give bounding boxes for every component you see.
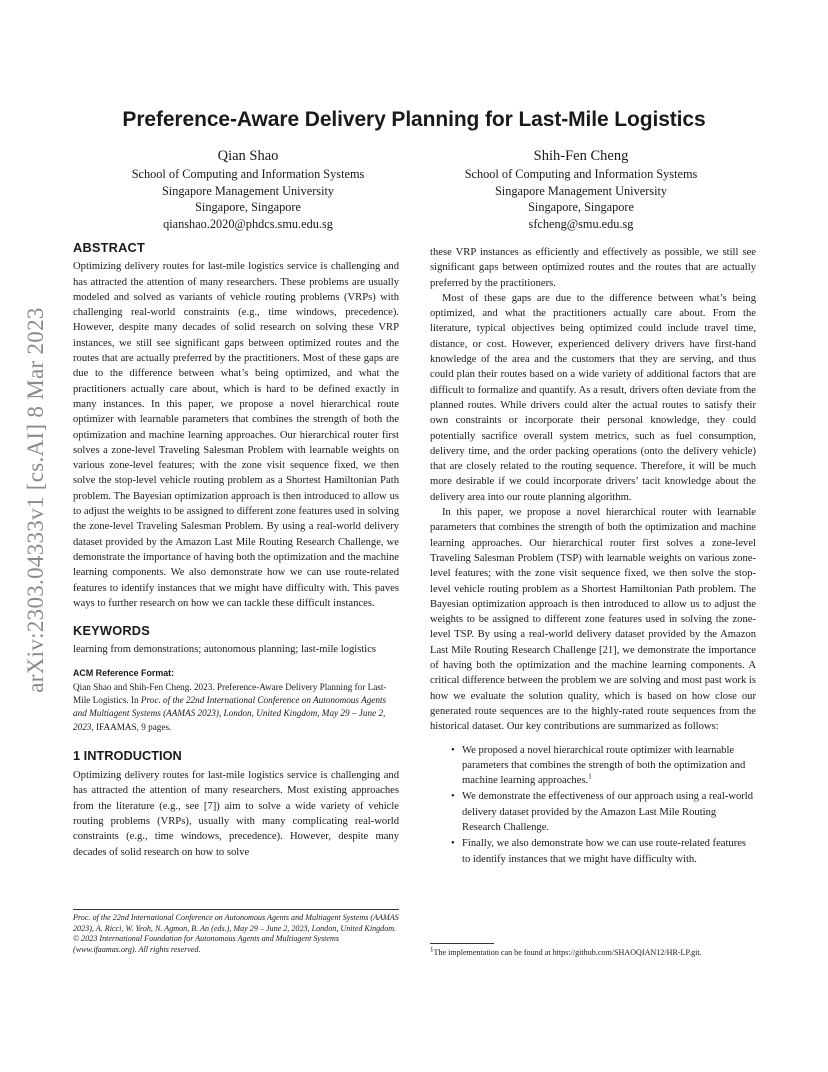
author-name: Qian Shao xyxy=(217,148,279,164)
list-item-text: We demonstrate the effectiveness of our approach using a real-world delivery dataset provided by the Amazon Last Mile Routing Research Challenge. xyxy=(462,791,754,833)
keywords-text: learning from demonstrations; autonomous planning; last-mile logistics xyxy=(73,644,377,656)
arxiv-identifier: arXiv:2303.04333v1 [cs.AI] 8 Mar 2023 xyxy=(23,307,48,693)
intro-paragraph-1-continued: these VRP instances as efficiently and effectively as possible, we still see significant gaps between optimized routes and the routes that are actually preferred by the practitioners. xyxy=(430,247,756,289)
copyright-footnote-text: Proc. of the 22nd International Conference on Autonomous Agents and Multiagent Systems (AAMAS 2023), A. Ricci, W. Yeoh, N. Agmon, B. An (eds.), May 29 – June 2, 2023, London, United Kingdom. © 2023 International Foundation for Autonomous Agents and Multiagent Systems (www.ifaamas.org). All rights reserved. xyxy=(73,913,399,954)
abstract-text: Optimizing delivery routes for last-mile logistics service is challenging and has attracted the attention of many researchers. These problems are usually modeled and solved as variants of vehicle routing problems (VRPs) with challenging real-world constraints (e.g., time windows, precedence). However, despite many decades of solid research on solving these VRP instances, we still see significant gaps between optimized routes and the routes that are actually preferred by the practitioners. Most of these gaps are due to the difference between what’s being optimized, and what the practitioners actually care about, which is hard to be defined exactly in many instances. In this paper, we propose a novel hierarchical route optimizer with learnable parameters that combines the strength of both the optimization and machine learning approaches. Our hierarchical router first solves a zone-level Traveling Salesman Problem with learnable weights on various zone-level features; with the zone visit sequence fixed, we then solve the stop-level vehicle routing problem as a Shortest Hamiltonian Path problem. The Bayesian optimization approach is then introduced to allow us to adjust the weights to be assigned to different zone features used in solving the zone-level Traveling Salesman Problem. By using a real-world delivery dataset provided by the Amazon Last Mile Routing Research Challenge, we demonstrate the importance of having both the optimization and the machine learning components. We also demonstrate how we can use route-related features to identify instances that we might have difficulty with. This paves ways to further research on how we can tackle these difficult instances. xyxy=(73,261,399,609)
author-block-2 xyxy=(416,147,746,233)
intro-paragraph-3: In this paper, we propose a novel hierarchical router with learnable parameters that combines the strength of both the optimization and machine learning approaches. Our hierarchical router first solves a zone-level Traveling Salesman Problem (TSP) with learnable weights on various zone-level features; with the zone visit sequence fixed, we then solve the stop-level vehicle routing problem as a Shortest Hamiltonian Path problem. The Bayesian optimization approach is then introduced to allow us to adjust the weights to be assigned to different zone features used in solving the zone-level TSP. By using a real-world delivery dataset provided by the Amazon Last Mile Routing Research Challenge [21], we demonstrate the importance of having both the optimization and the machine learning components. A critical difference between the problem we are solving and most past work is how we evaluate the solution quality, which is based on how close our generated route sequences are to the highly-rated route sequences from the historical dataset. Our key contributions are summarized as follows: xyxy=(430,507,756,733)
author-location: Singapore, Singapore xyxy=(195,200,301,215)
intro-paragraph-1: Optimizing delivery routes for last-mile logistics service is challenging and has attracted the attention of many researchers. Most existing approaches from the literature (e.g., see [7]) aim to solve a wide variety of vehicle routing problems (VRPs), usually with many complicating real-world constraints (e.g., time windows, precedence). However, despite many decades of solid research on how to solve xyxy=(73,770,399,858)
acm-reference-tail: , IFAAMAS, 9 pages. xyxy=(91,721,172,732)
author-location: Singapore, Singapore xyxy=(528,200,634,215)
list-item xyxy=(430,789,756,835)
author-institution: Singapore Management University xyxy=(494,183,668,198)
left-column xyxy=(73,240,399,860)
author-email: qianshao.2020@phdcs.smu.edu.sg xyxy=(163,217,333,232)
footnote-rule-right xyxy=(430,943,494,944)
footnote-text: The implementation can be found at https://github.com/SHAOQIAN12/HR-LP.git. xyxy=(433,948,702,957)
paper-title: Preference-Aware Delivery Planning for Last-Mile Logistics xyxy=(122,108,706,131)
right-column xyxy=(430,245,756,867)
author-institution: Singapore Management University xyxy=(161,183,335,198)
footnote-marker: 1 xyxy=(588,772,592,781)
author-name: Shih-Fen Cheng xyxy=(533,148,629,164)
introduction-heading: 1 INTRODUCTION xyxy=(73,747,182,763)
implementation-footnote xyxy=(430,945,790,959)
copyright-footnote xyxy=(73,913,399,955)
list-item xyxy=(430,743,756,789)
acm-reference-authors: Qian Shao and Shih-Fen Cheng. 2023. Preference-Aware Delivery Planning for Last-Mile Logistics. In xyxy=(73,682,387,706)
intro-paragraph-2: Most of these gaps are due to the difference between what’s being optimized, and what the practitioners actually care about. From the literature, typical objectives being optimized could include travel time, distance, or cost. However, experienced delivery drivers have first-hand knowledge of the area and the customers that they are serving, and thus could plan their routes based on a wide variety of additional factors that are difficult to formalize and quantify. As a result, drivers often deviate from the planned routes. While drivers could alter the actual routes to satisfy their own constraints or incorporate their personal knowledge, they could potentially sacrifice overall system metrics, such as fuel consumption, delivery time, and the order packing operations (onto the delivery vehicle) that are closely related to the routing sequence. Therefore, it will be much more desirable if we could incorporate drivers’ tacit knowledge about the delivery area into our route planning algorithm. xyxy=(430,292,756,503)
acm-reference-venue: Proc. of the 22nd International Conference on Autonomous Agents and Multiagent Systems (AAMAS 2023), London, United Kingdom, May 29 – June 2, 2023 xyxy=(73,695,387,732)
author-email: sfcheng@smu.edu.sg xyxy=(528,217,634,232)
author-block-1 xyxy=(83,147,413,233)
footnote-number: 1 xyxy=(430,945,434,954)
author-affiliation: School of Computing and Information Systems xyxy=(464,167,698,181)
acm-reference-heading: ACM Reference Format: xyxy=(73,667,175,678)
list-item-text: Finally, we also demonstrate how we can use route-related features to identify instances that we might have difficulty with. xyxy=(462,838,747,865)
list-item-text: We proposed a novel hierarchical route optimizer with learnable parameters that combines the strength of both the optimization and machine learning approaches. xyxy=(462,744,746,787)
author-affiliation: School of Computing and Information Systems xyxy=(131,167,365,181)
contributions-list xyxy=(430,743,756,867)
list-item xyxy=(430,836,756,867)
acm-reference-text xyxy=(73,681,399,734)
abstract-heading: ABSTRACT xyxy=(73,240,145,255)
keywords-heading: KEYWORDS xyxy=(73,623,150,639)
footnote-rule-left xyxy=(73,909,399,910)
